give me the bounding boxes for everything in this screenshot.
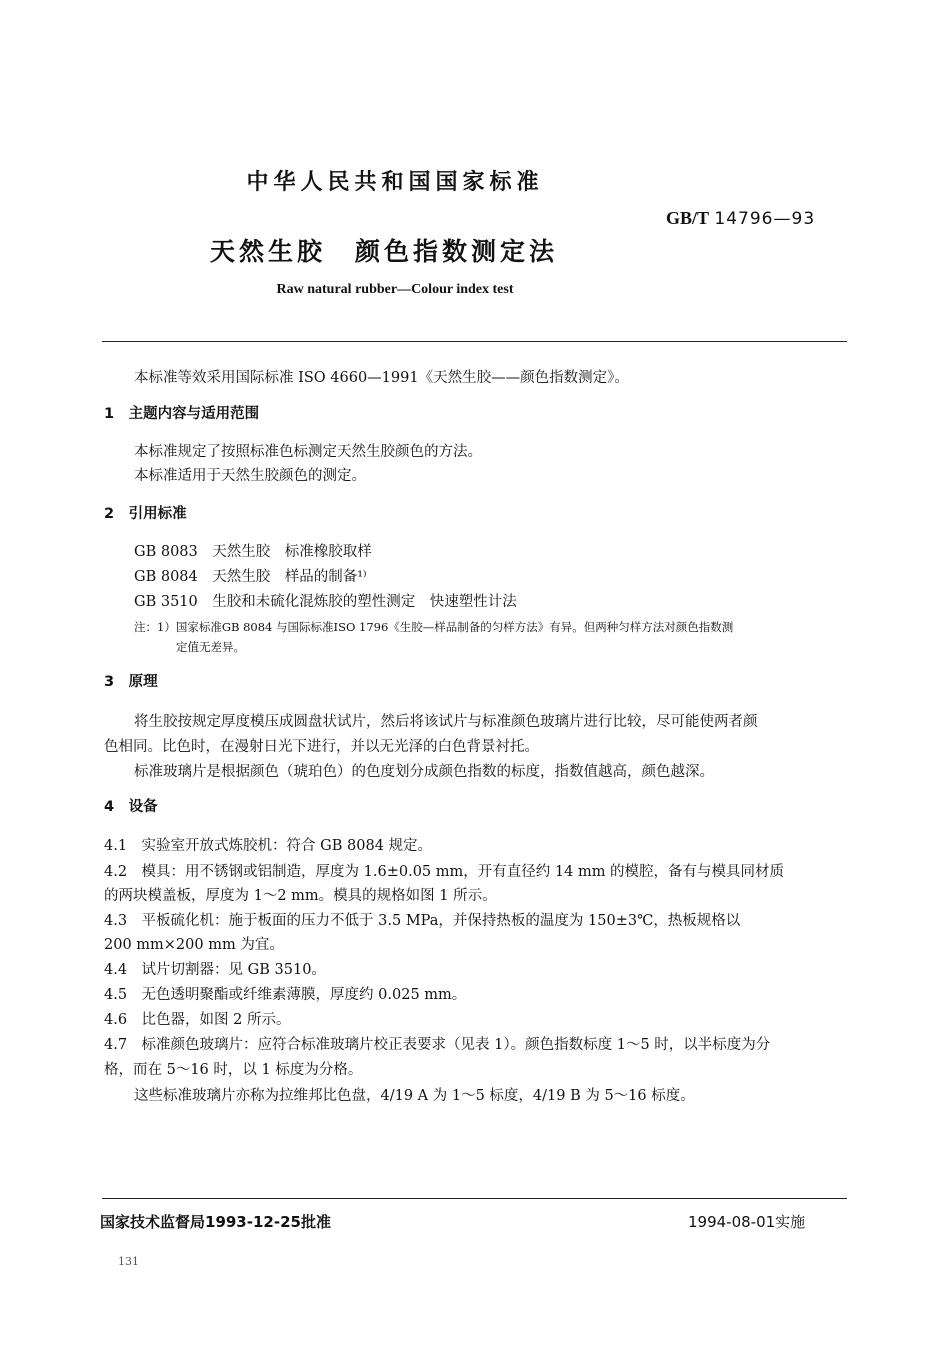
section-3-paragraph: 标准玻璃片是根据颜色（琥珀色）的色度划分成颜色指数的标度，指数值越高，颜色越深。 (134, 764, 714, 780)
section-1-paragraph: 本标准规定了按照标准色标测定天然生胶颜色的方法。 (134, 444, 482, 460)
section-2-heading: 2 引用标准 (104, 506, 187, 522)
equipment-item: 4.4 试片切割器：见 GB 3510。 (104, 962, 326, 978)
page-number: 131 (118, 1255, 139, 1268)
equipment-item: 4.5 无色透明聚酯或纤维素薄膜，厚度约 0.025 mm。 (104, 987, 467, 1003)
reference-item: GB 8084 天然生胶 样品的制备¹⁾ (134, 569, 367, 585)
country-standard-title: 中华人民共和国国家标准 (246, 170, 544, 195)
intro-paragraph: 本标准等效采用国际标准 ISO 4660—1991《天然生胶——颜色指数测定》。 (134, 370, 629, 386)
reference-item: GB 3510 生胶和未硫化混炼胶的塑性测定 快速塑性计法 (134, 594, 517, 610)
standard-prefix: GB/T (666, 208, 710, 228)
section-4-heading: 4 设备 (104, 799, 158, 815)
section-3-paragraph: 将生胶按规定厚度模压成圆盘状试片，然后将该试片与标准颜色玻璃片进行比较，尽可能使两者颜 (134, 714, 758, 730)
section-3-heading: 3 原理 (104, 674, 158, 690)
reference-item: GB 8083 天然生胶 标准橡胶取样 (134, 544, 372, 560)
equipment-paragraph: 这些标准玻璃片亦称为拉维邦比色盘，4/19 A 为 1～5 标度，4/19 B 为 5～16 标度。 (134, 1088, 695, 1104)
footnote: 定值无差异。 (176, 640, 245, 654)
implementation-date: 1994-08-01实施 (688, 1213, 806, 1231)
equipment-item: 4.3 平板硫化机：施于板面的压力不低于 3.5 MPa，并保持热板的温度为 150±3℃，热板规格以 (104, 913, 741, 929)
section-1-heading: 1 主题内容与适用范围 (104, 406, 260, 422)
equipment-item: 4.2 模具：用不锈钢或铝制造，厚度为 1.6±0.05 mm，开有直径约 14 mm 的模腔，备有与模具同材质 (104, 864, 785, 880)
footnote: 注：1）国家标准GB 8084 与国际标准ISO 1796《生胶—样品制备的匀样方法》有异。但两种匀样方法对颜色指数测 (134, 620, 734, 634)
section-3-paragraph: 色相同。比色时，在漫射日光下进行，并以无光泽的白色背景衬托。 (104, 739, 539, 755)
footer-divider (102, 1198, 847, 1199)
equipment-item: 4.7 标准颜色玻璃片：应符合标准玻璃片校正表要求（见表 1）。颜色指数标度 1～5 时，以半标度为分 (104, 1037, 771, 1053)
standard-number: 14796—93 (714, 209, 816, 229)
standard-code (666, 208, 815, 229)
equipment-item: 200 mm×200 mm 为宜。 (104, 937, 284, 953)
approval-date: 国家技术监督局1993-12-25批准 (100, 1213, 331, 1231)
header-divider (102, 341, 847, 342)
document-title-en: Raw natural rubber—Colour index test (276, 282, 514, 297)
equipment-item: 的两块模盖板，厚度为 1～2 mm。模具的规格如图 1 所示。 (104, 888, 497, 904)
equipment-item: 格，而在 5～16 时，以 1 标度为分格。 (104, 1062, 363, 1078)
equipment-item: 4.1 实验室开放式炼胶机：符合 GB 8084 规定。 (104, 838, 433, 854)
section-1-paragraph: 本标准适用于天然生胶颜色的测定。 (134, 468, 366, 484)
equipment-item: 4.6 比色器，如图 2 所示。 (104, 1012, 291, 1028)
document-title-cn: 天然生胶 颜色指数测定法 (210, 237, 559, 266)
